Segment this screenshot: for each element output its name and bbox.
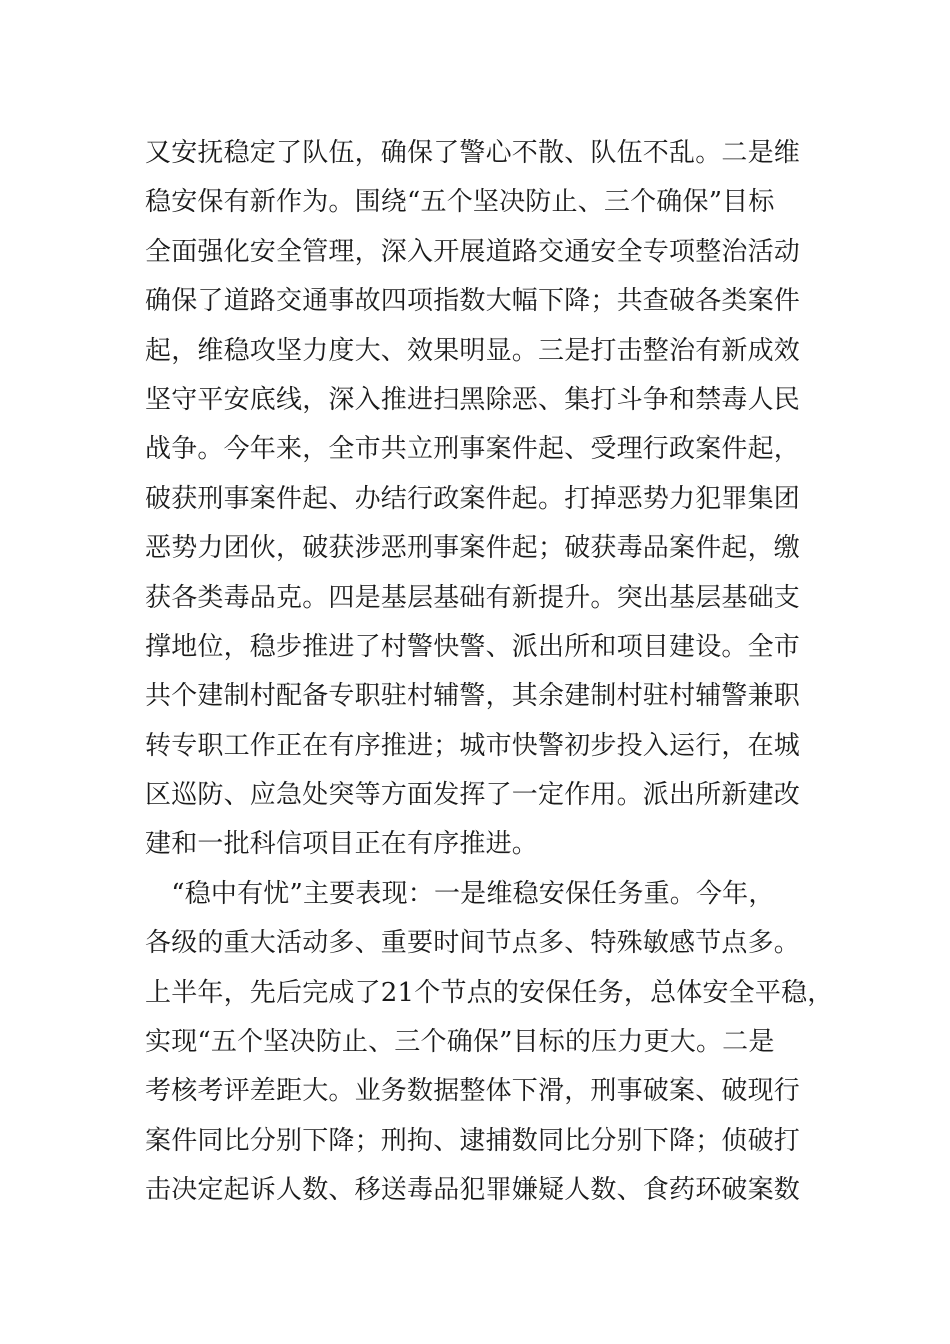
text-line: 建和一批科信项目正在有序推进。 [145,829,539,860]
text-line: 考核考评差距大。业务数据整体下滑，刑事破案、破现行 [145,1076,801,1107]
text-line: 区巡防、应急处突等方面发挥了一定作用。派出所新建改 [145,780,801,811]
text-line: 转专职工作正在有序推进；城市快警初步投入运行，在城 [145,730,801,761]
text-line: 撑地位，稳步推进了村警快警、派出所和项目建设。全市 [145,631,801,662]
text-line: 破获刑事案件起、办结行政案件起。打掉恶势力犯罪集团 [145,483,801,514]
text-line: 起，维稳攻坚力度大、效果明显。三是打击整治有新成效 [145,335,801,366]
text-line: 又安抚稳定了队伍，确保了警心不散、队伍不乱。二是维 [145,138,801,168]
text-line: 全面强化安全管理，深入开展道路交通安全专项整治活动 [145,236,801,267]
text-line: 共个建制村配备专职驻村辅警，其余建制村驻村辅警兼职 [145,681,801,712]
text-line: 确保了道路交通事故四项指数大幅下降；共查破各类案件 [145,286,801,317]
text-line: 坚守平安底线，深入推进扫黑除恶、集打斗争和禁毒人民 [145,384,801,415]
paragraph-start-line: “稳中有忧”主要表现：一是维稳安保任务重。今年， [145,878,775,909]
text-line: 击决定起诉人数、移送毒品犯罪嫌疑人数、食药环破案数 [145,1175,801,1206]
text-line: 稳安保有新作为。围绕“五个坚决防止、三个确保”目标 [145,187,775,218]
text-line: 恶势力团伙，破获涉恶刑事案件起；破获毒品案件起，缴 [145,533,801,564]
text-line: 获各类毒品克。四是基层基础有新提升。突出基层基础支 [145,582,801,613]
text-line: 战争。今年来，全市共立刑事案件起、受理行政案件起， [145,434,801,465]
text-line: 上半年，先后完成了21个节点的安保任务，总体安全平稳， [145,977,834,1008]
text-line: 各级的重大活动多、重要时间节点多、特殊敏感节点多。 [145,928,801,959]
document-body [145,129,845,1216]
text-line: 实现“五个坚决防止、三个确保”目标的压力更大。二是 [145,1027,775,1058]
text-line: 案件同比分别下降；刑拘、逮捕数同比分别下降；侦破打 [145,1125,801,1156]
